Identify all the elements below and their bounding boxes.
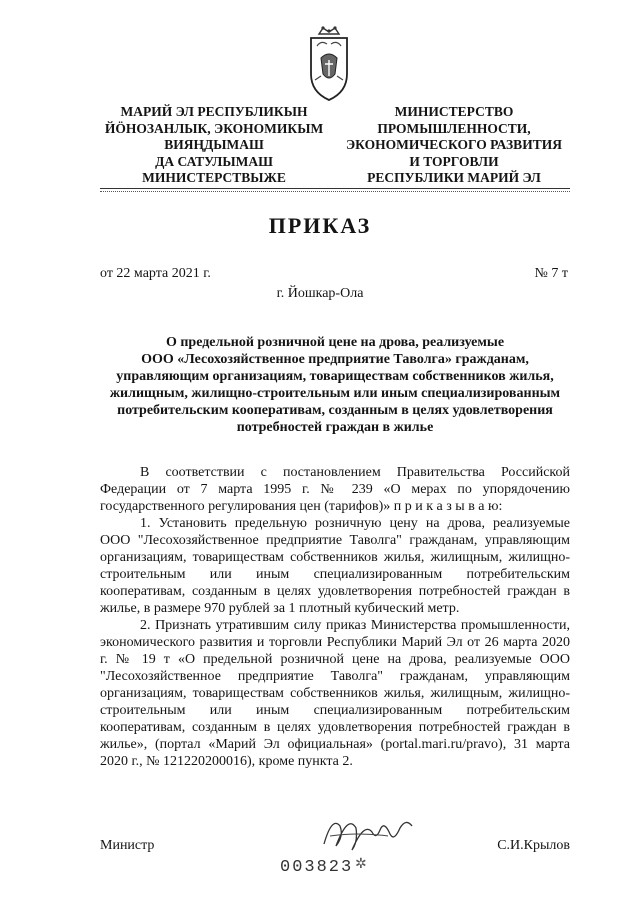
- item-1-paragraph: 1. Установить предельную розничную цену на дрова, реализуемые ООО "Лесохозяйственное предприятие Таволга" гражданам, управляющим организациям, товариществам собственников жилья, жилищным, жилищно-строительным или иным специализированным потребительским кооперативам, созданным в целях удовлетворения потребностей граждан в жилье, в размере 970 рублей за 1 плотный кубический метр.: [100, 516, 570, 616]
- header-left-line: МАРИЙ ЭЛ РЕСПУБЛИКЫН: [120, 104, 308, 119]
- header-right-line: МИНИСТЕРСТВО: [394, 104, 514, 119]
- item-2-paragraph: 2. Признать утратившим силу приказ Министерства промышленности, экономического развития и торговли Республики Марий Эл от 26 марта 2020 г. № 19 т «О предельной розничной цене на дрова, реализуемые ООО "Лесохозяйственное предприятие Таволга" гражданам, управляющим организациям, товариществам собственников жилья, жилищным, жилищно-строительным или иным специализированным потребительским кооперативам, созданным в целях удовлетворения потребностей граждан в жилье», (портал «Марий Эл официальная» (portal.mari.ru/pravo), 31 марта 2020 г., № 121220200016), кроме пункта 2.: [100, 618, 570, 769]
- subject-line: О предельной розничной цене на дрова, реализуемые: [165, 335, 505, 350]
- subject-line: потребностей граждан в жилье: [236, 420, 434, 435]
- ministry-name-mari: [100, 104, 328, 187]
- order-number: № 7 т: [534, 266, 568, 281]
- coat-of-arms-icon: [297, 24, 361, 104]
- header-left-line: ДА САТУЛЫМАШ: [155, 153, 273, 169]
- header-right-line: ЭКОНОМИЧЕСКОГО РАЗВИТИЯ: [346, 137, 562, 152]
- stamp-mark-icon: ✲: [355, 856, 367, 872]
- header-right-line: ПРОМЫШЛЕННОСТИ,: [377, 120, 531, 136]
- serial-number: 003823: [280, 858, 354, 877]
- subject-line: ООО «Лесохозяйственное предприятие Таволга» гражданам,: [141, 352, 529, 367]
- subject-line: потребительским кооперативам, созданным в целях удовлетворения: [117, 403, 553, 418]
- order-body: [100, 464, 570, 770]
- handwritten-signature: [318, 806, 418, 856]
- header-divider-dotted: [100, 191, 570, 192]
- header-right-line: И ТОРГОВЛИ: [409, 153, 499, 169]
- header-right-line: РЕСПУБЛИКИ МАРИЙ ЭЛ: [367, 170, 541, 185]
- subject-line: управляющим организациям, товариществам собственников жилья,: [116, 369, 554, 384]
- signatory-position: Министр: [100, 838, 155, 853]
- header-left-line: ЙӦНОЗАНЛЫК, ЭКОНОМИКЫМ: [104, 120, 324, 136]
- header-left-line: МИНИСТЕРСТВЫЖЕ: [142, 170, 286, 185]
- order-title: ПРИКАЗ: [268, 213, 372, 238]
- header-left-line: ВИЯҢДЫМАШ: [164, 137, 264, 152]
- subject-line: жилищным, жилищно-строительным или иным специализированным: [109, 386, 561, 401]
- ministry-name-russian: [338, 104, 570, 187]
- signatory-name: С.И.Крылов: [497, 838, 570, 853]
- order-city: г. Йошкар-Ола: [276, 286, 364, 301]
- preamble-paragraph: В соответствии с постановлением Правительства Российской Федерации от 7 марта 1995 г. № 239 «О мерах по упорядочению государственного регулирования цен (тарифов)» п р и к а з ы в а ю:: [100, 465, 570, 514]
- header-divider: [100, 188, 570, 189]
- order-subject: [100, 334, 570, 436]
- order-date: от 22 марта 2021 г.: [100, 266, 211, 281]
